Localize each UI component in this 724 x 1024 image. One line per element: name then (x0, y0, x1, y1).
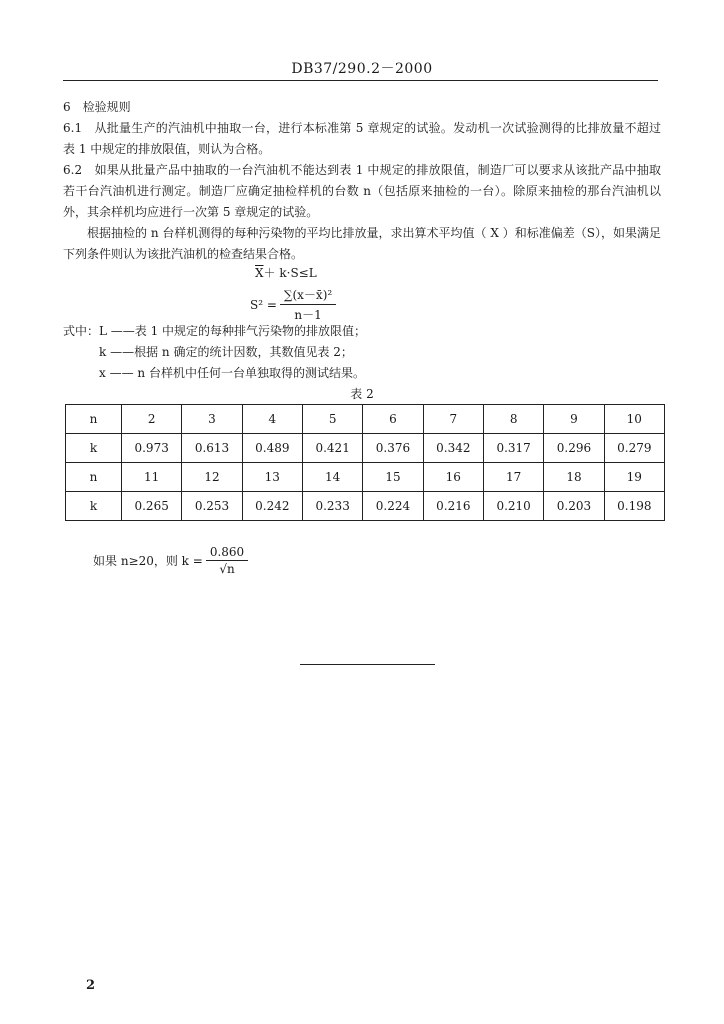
table-cell: 0.279 (604, 434, 664, 463)
table-row-label: n (66, 463, 122, 492)
large-n-prefix: 如果 n≥20，则 k = (93, 554, 203, 568)
table-row-label: k (66, 492, 122, 521)
table-cell: 7 (423, 405, 483, 434)
table-cell: 0.265 (122, 492, 182, 521)
table-cell: 19 (604, 463, 664, 492)
table-cell: 0.317 (483, 434, 543, 463)
condition-remainder: ＋ k·S≤L (263, 266, 317, 280)
table-row (66, 434, 665, 463)
table-cell: 0.296 (544, 434, 604, 463)
table-cell: 0.216 (423, 492, 483, 521)
clause-6-1: 6.1 从批量生产的汽油机中抽取一台，进行本标准第 5 章规定的试验。发动机一次试验测得的比排放量不超过表 1 中规定的排放限值，则认为合格。 (63, 121, 661, 156)
table-cell: 0.973 (122, 434, 182, 463)
table-cell: 16 (423, 463, 483, 492)
section-title: 6 检验规则 (63, 100, 131, 114)
table-cell: 3 (182, 405, 242, 434)
s2-lhs: S² = (250, 297, 277, 312)
page-number: 2 (86, 978, 96, 993)
s2-fraction (280, 286, 336, 323)
table-cell: 0.376 (363, 434, 423, 463)
table-cell: 12 (182, 463, 242, 492)
table-cell: 0.203 (544, 492, 604, 521)
header-divider (63, 80, 658, 81)
table-cell: 5 (302, 405, 362, 434)
table-cell: 8 (483, 405, 543, 434)
table-cell: 0.253 (182, 492, 242, 521)
table-row (66, 492, 665, 521)
large-n-note (93, 545, 248, 576)
table-cell: 6 (363, 405, 423, 434)
table-cell: 11 (122, 463, 182, 492)
table-cell: 0.224 (363, 492, 423, 521)
large-n-fraction (206, 545, 248, 576)
mean-symbol: $\overline{X}$ (255, 266, 264, 280)
table-cell: 18 (544, 463, 604, 492)
table-row (66, 405, 665, 434)
table-cell: 13 (242, 463, 302, 492)
std-deviation-formula (250, 286, 336, 323)
table-cell: 0.342 (423, 434, 483, 463)
table-cell: 2 (122, 405, 182, 434)
legend-x: x —— n 台样机中任何一台单独取得的测试结果。 (99, 366, 365, 380)
table-cell: 0.233 (302, 492, 362, 521)
table-row-label: n (66, 405, 122, 434)
table-cell: 10 (604, 405, 664, 434)
table-cell: 14 (302, 463, 362, 492)
s2-denominator: n－1 (294, 308, 322, 322)
table-cell: 0.613 (182, 434, 242, 463)
table-cell: 17 (483, 463, 543, 492)
table-cell: 15 (363, 463, 423, 492)
statistical-factor-table (65, 404, 665, 521)
table-cell: 9 (544, 405, 604, 434)
large-n-numerator: 0.860 (206, 545, 248, 561)
large-n-denominator: √n (219, 562, 235, 576)
legend-L: 式中：L ——表 1 中规定的每种排气污染物的排放限值； (63, 324, 367, 338)
table-cell: 0.210 (483, 492, 543, 521)
legend-k: k ——根据 n 确定的统计因数，其数值见表 2； (99, 345, 353, 359)
document-code-header: DB37/290.2－2000 (291, 61, 433, 77)
table-cell: 0.421 (302, 434, 362, 463)
table-cell: 4 (242, 405, 302, 434)
table-cell: 0.489 (242, 434, 302, 463)
end-of-standard-rule (300, 664, 435, 665)
clause-6-2: 6.2 如果从批量产品中抽取的一台汽油机不能达到表 1 中规定的排放限值，制造厂可以要求从该批产品中抽取若干台汽油机进行测定。制造厂应确定抽检样机的台数 n（包括原来抽检的一台）。除原来抽检的那台汽油机以外，其余样机均应进行一次第 5 章规定的试验。 (63, 163, 661, 219)
mean-criteria-paragraph: 根据抽检的 n 台样机测得的每种污染物的平均比排放量，求出算术平均值（ X ）和标准偏差（S），如果满足下列条件则认为该批汽油机的检查结果合格。 (63, 226, 661, 261)
s2-numerator: ∑(x－x̄)² (280, 286, 336, 305)
acceptance-condition-formula (255, 264, 317, 281)
table-cell: 0.242 (242, 492, 302, 521)
table-row (66, 463, 665, 492)
table-row-label: k (66, 434, 122, 463)
table-cell: 0.198 (604, 492, 664, 521)
table-caption: 表 2 (350, 387, 374, 401)
